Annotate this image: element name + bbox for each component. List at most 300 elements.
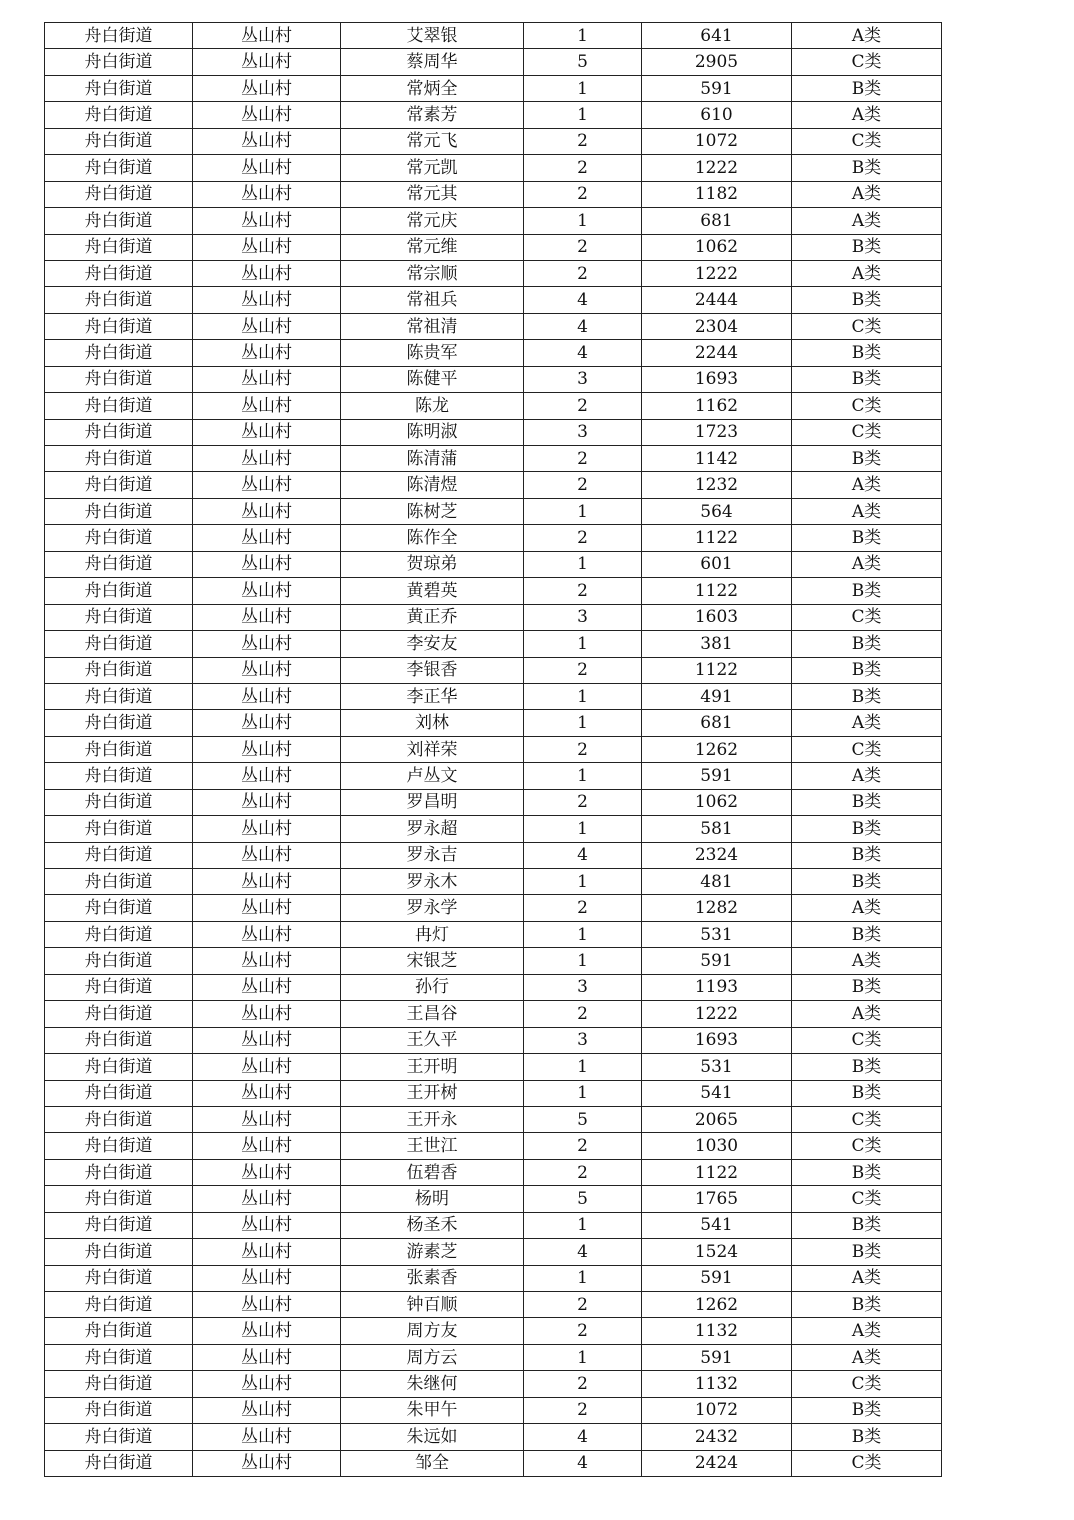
- cell-household-size: 2: [524, 446, 642, 472]
- cell-name: 冉灯: [341, 921, 524, 947]
- cell-household-size: 1: [524, 921, 642, 947]
- cell-household-size: 2: [524, 155, 642, 181]
- table-row: [45, 1106, 942, 1132]
- cell-name: 常元庆: [341, 208, 524, 234]
- cell-street: 舟白街道: [45, 974, 193, 1000]
- cell-category: A类: [792, 498, 942, 524]
- cell-name: 陈清煜: [341, 472, 524, 498]
- cell-amount: 1142: [642, 446, 792, 472]
- table-row: [45, 498, 942, 524]
- cell-village: 丛山村: [193, 23, 341, 49]
- cell-name: 陈清蒲: [341, 446, 524, 472]
- cell-street: 舟白街道: [45, 75, 193, 101]
- cell-village: 丛山村: [193, 155, 341, 181]
- table-row: [45, 657, 942, 683]
- cell-household-size: 2: [524, 128, 642, 154]
- cell-name: 朱甲午: [341, 1397, 524, 1423]
- cell-village: 丛山村: [193, 816, 341, 842]
- cell-amount: 1262: [642, 1292, 792, 1318]
- table-row: [45, 816, 942, 842]
- cell-household-size: 1: [524, 1054, 642, 1080]
- cell-street: 舟白街道: [45, 1054, 193, 1080]
- cell-category: C类: [792, 736, 942, 762]
- table-row: [45, 842, 942, 868]
- cell-street: 舟白街道: [45, 498, 193, 524]
- cell-household-size: 5: [524, 49, 642, 75]
- cell-amount: 1222: [642, 155, 792, 181]
- table-row: [45, 525, 942, 551]
- cell-category: A类: [792, 1318, 942, 1344]
- cell-street: 舟白街道: [45, 1080, 193, 1106]
- cell-village: 丛山村: [193, 49, 341, 75]
- table-row: [45, 128, 942, 154]
- cell-village: 丛山村: [193, 869, 341, 895]
- table-row: [45, 340, 942, 366]
- cell-household-size: 2: [524, 895, 642, 921]
- cell-household-size: 1: [524, 816, 642, 842]
- cell-street: 舟白街道: [45, 472, 193, 498]
- cell-village: 丛山村: [193, 1159, 341, 1185]
- cell-amount: 491: [642, 683, 792, 709]
- cell-street: 舟白街道: [45, 683, 193, 709]
- cell-village: 丛山村: [193, 763, 341, 789]
- cell-name: 常元其: [341, 181, 524, 207]
- table-row: [45, 446, 942, 472]
- cell-household-size: 1: [524, 869, 642, 895]
- table-row: [45, 49, 942, 75]
- cell-village: 丛山村: [193, 789, 341, 815]
- table-row: [45, 366, 942, 392]
- cell-household-size: 4: [524, 313, 642, 339]
- cell-name: 罗永学: [341, 895, 524, 921]
- cell-street: 舟白街道: [45, 1397, 193, 1423]
- cell-category: C类: [792, 604, 942, 630]
- cell-name: 陈健平: [341, 366, 524, 392]
- cell-category: C类: [792, 1186, 942, 1212]
- cell-amount: 1603: [642, 604, 792, 630]
- cell-village: 丛山村: [193, 128, 341, 154]
- cell-category: B类: [792, 974, 942, 1000]
- cell-household-size: 4: [524, 340, 642, 366]
- table-row: [45, 1450, 942, 1476]
- cell-household-size: 2: [524, 578, 642, 604]
- cell-category: A类: [792, 260, 942, 286]
- cell-category: A类: [792, 472, 942, 498]
- cell-amount: 2065: [642, 1106, 792, 1132]
- cell-household-size: 2: [524, 1159, 642, 1185]
- cell-name: 李安友: [341, 631, 524, 657]
- cell-amount: 1062: [642, 789, 792, 815]
- cell-village: 丛山村: [193, 1212, 341, 1238]
- cell-amount: 541: [642, 1080, 792, 1106]
- cell-street: 舟白街道: [45, 1106, 193, 1132]
- cell-village: 丛山村: [193, 208, 341, 234]
- table-row: [45, 181, 942, 207]
- table-row: [45, 419, 942, 445]
- cell-village: 丛山村: [193, 1371, 341, 1397]
- cell-village: 丛山村: [193, 1450, 341, 1476]
- cell-category: A类: [792, 1265, 942, 1291]
- cell-name: 朱继何: [341, 1371, 524, 1397]
- table-row: [45, 472, 942, 498]
- table-row: [45, 155, 942, 181]
- cell-village: 丛山村: [193, 736, 341, 762]
- cell-street: 舟白街道: [45, 1318, 193, 1344]
- cell-village: 丛山村: [193, 578, 341, 604]
- cell-household-size: 2: [524, 260, 642, 286]
- table-row: [45, 1239, 942, 1265]
- cell-name: 常宗顺: [341, 260, 524, 286]
- cell-amount: 1030: [642, 1133, 792, 1159]
- cell-village: 丛山村: [193, 1080, 341, 1106]
- cell-category: C类: [792, 1450, 942, 1476]
- cell-name: 贺琼弟: [341, 551, 524, 577]
- cell-category: B类: [792, 155, 942, 181]
- cell-household-size: 2: [524, 1371, 642, 1397]
- cell-street: 舟白街道: [45, 419, 193, 445]
- cell-village: 丛山村: [193, 498, 341, 524]
- cell-village: 丛山村: [193, 472, 341, 498]
- data-table: [44, 22, 942, 1477]
- cell-amount: 591: [642, 75, 792, 101]
- table-body: [45, 23, 942, 1477]
- table-row: [45, 102, 942, 128]
- cell-category: A类: [792, 181, 942, 207]
- table-row: [45, 789, 942, 815]
- cell-street: 舟白街道: [45, 1133, 193, 1159]
- cell-street: 舟白街道: [45, 1265, 193, 1291]
- cell-village: 丛山村: [193, 948, 341, 974]
- cell-amount: 591: [642, 1265, 792, 1291]
- cell-street: 舟白街道: [45, 49, 193, 75]
- cell-amount: 681: [642, 208, 792, 234]
- cell-household-size: 2: [524, 525, 642, 551]
- cell-category: B类: [792, 75, 942, 101]
- cell-street: 舟白街道: [45, 631, 193, 657]
- table-row: [45, 895, 942, 921]
- cell-name: 李银香: [341, 657, 524, 683]
- cell-village: 丛山村: [193, 974, 341, 1000]
- cell-household-size: 1: [524, 683, 642, 709]
- cell-household-size: 5: [524, 1106, 642, 1132]
- cell-household-size: 2: [524, 181, 642, 207]
- cell-category: A类: [792, 23, 942, 49]
- cell-category: B类: [792, 842, 942, 868]
- cell-amount: 1282: [642, 895, 792, 921]
- cell-household-size: 1: [524, 102, 642, 128]
- table-row: [45, 1159, 942, 1185]
- cell-village: 丛山村: [193, 895, 341, 921]
- cell-amount: 2432: [642, 1424, 792, 1450]
- table-row: [45, 1133, 942, 1159]
- cell-category: B类: [792, 366, 942, 392]
- cell-street: 舟白街道: [45, 340, 193, 366]
- cell-amount: 1072: [642, 128, 792, 154]
- cell-household-size: 3: [524, 1027, 642, 1053]
- cell-amount: 2424: [642, 1450, 792, 1476]
- cell-village: 丛山村: [193, 551, 341, 577]
- cell-street: 舟白街道: [45, 181, 193, 207]
- cell-village: 丛山村: [193, 604, 341, 630]
- cell-street: 舟白街道: [45, 869, 193, 895]
- table-row: [45, 1397, 942, 1423]
- table-row: [45, 1054, 942, 1080]
- table-row: [45, 948, 942, 974]
- cell-category: B类: [792, 1080, 942, 1106]
- cell-village: 丛山村: [193, 1054, 341, 1080]
- cell-name: 常素芳: [341, 102, 524, 128]
- cell-name: 王开永: [341, 1106, 524, 1132]
- cell-amount: 481: [642, 869, 792, 895]
- cell-village: 丛山村: [193, 340, 341, 366]
- cell-amount: 681: [642, 710, 792, 736]
- cell-village: 丛山村: [193, 657, 341, 683]
- cell-name: 艾翠银: [341, 23, 524, 49]
- cell-street: 舟白街道: [45, 155, 193, 181]
- cell-street: 舟白街道: [45, 208, 193, 234]
- cell-household-size: 2: [524, 1397, 642, 1423]
- cell-village: 丛山村: [193, 419, 341, 445]
- cell-name: 刘林: [341, 710, 524, 736]
- cell-household-size: 4: [524, 1424, 642, 1450]
- cell-amount: 610: [642, 102, 792, 128]
- cell-name: 伍碧香: [341, 1159, 524, 1185]
- cell-amount: 1262: [642, 736, 792, 762]
- cell-amount: 1524: [642, 1239, 792, 1265]
- table-row: [45, 710, 942, 736]
- table-row: [45, 763, 942, 789]
- cell-household-size: 1: [524, 948, 642, 974]
- cell-street: 舟白街道: [45, 1212, 193, 1238]
- cell-street: 舟白街道: [45, 604, 193, 630]
- cell-amount: 1693: [642, 1027, 792, 1053]
- cell-name: 王开明: [341, 1054, 524, 1080]
- cell-household-size: 2: [524, 736, 642, 762]
- table-row: [45, 1371, 942, 1397]
- table-row: [45, 1318, 942, 1344]
- cell-household-size: 3: [524, 419, 642, 445]
- cell-amount: 531: [642, 921, 792, 947]
- cell-amount: 531: [642, 1054, 792, 1080]
- table-row: [45, 1344, 942, 1370]
- cell-category: A类: [792, 948, 942, 974]
- cell-category: B类: [792, 816, 942, 842]
- cell-amount: 641: [642, 23, 792, 49]
- cell-category: C类: [792, 419, 942, 445]
- cell-household-size: 4: [524, 1450, 642, 1476]
- cell-street: 舟白街道: [45, 763, 193, 789]
- cell-village: 丛山村: [193, 102, 341, 128]
- cell-name: 陈明淑: [341, 419, 524, 445]
- cell-household-size: 2: [524, 1318, 642, 1344]
- cell-household-size: 5: [524, 1186, 642, 1212]
- cell-name: 黄正乔: [341, 604, 524, 630]
- cell-name: 罗昌明: [341, 789, 524, 815]
- cell-amount: 1122: [642, 525, 792, 551]
- cell-street: 舟白街道: [45, 816, 193, 842]
- table-row: [45, 1080, 942, 1106]
- cell-category: B类: [792, 1424, 942, 1450]
- cell-village: 丛山村: [193, 1344, 341, 1370]
- cell-street: 舟白街道: [45, 366, 193, 392]
- cell-street: 舟白街道: [45, 736, 193, 762]
- cell-household-size: 1: [524, 1344, 642, 1370]
- cell-name: 杨明: [341, 1186, 524, 1212]
- cell-category: A类: [792, 551, 942, 577]
- cell-village: 丛山村: [193, 1265, 341, 1291]
- cell-household-size: 1: [524, 1080, 642, 1106]
- cell-name: 黄碧英: [341, 578, 524, 604]
- table-row: [45, 260, 942, 286]
- cell-village: 丛山村: [193, 1239, 341, 1265]
- table-row: [45, 921, 942, 947]
- cell-street: 舟白街道: [45, 1159, 193, 1185]
- cell-village: 丛山村: [193, 313, 341, 339]
- cell-name: 常元维: [341, 234, 524, 260]
- table-row: [45, 736, 942, 762]
- cell-amount: 2324: [642, 842, 792, 868]
- cell-category: B类: [792, 1054, 942, 1080]
- table-row: [45, 604, 942, 630]
- cell-category: C类: [792, 1371, 942, 1397]
- cell-amount: 381: [642, 631, 792, 657]
- cell-category: B类: [792, 446, 942, 472]
- cell-street: 舟白街道: [45, 23, 193, 49]
- cell-household-size: 1: [524, 631, 642, 657]
- cell-name: 常元凯: [341, 155, 524, 181]
- cell-amount: 601: [642, 551, 792, 577]
- table-row: [45, 578, 942, 604]
- cell-household-size: 2: [524, 789, 642, 815]
- cell-amount: 1222: [642, 260, 792, 286]
- cell-name: 常祖兵: [341, 287, 524, 313]
- cell-amount: 1723: [642, 419, 792, 445]
- cell-village: 丛山村: [193, 525, 341, 551]
- cell-name: 周方云: [341, 1344, 524, 1370]
- cell-category: B类: [792, 578, 942, 604]
- cell-village: 丛山村: [193, 1027, 341, 1053]
- cell-name: 陈贵军: [341, 340, 524, 366]
- cell-street: 舟白街道: [45, 234, 193, 260]
- cell-household-size: 1: [524, 498, 642, 524]
- cell-household-size: 4: [524, 842, 642, 868]
- cell-street: 舟白街道: [45, 260, 193, 286]
- cell-village: 丛山村: [193, 1106, 341, 1132]
- cell-amount: 1122: [642, 657, 792, 683]
- cell-amount: 1182: [642, 181, 792, 207]
- cell-amount: 1122: [642, 578, 792, 604]
- cell-village: 丛山村: [193, 234, 341, 260]
- cell-street: 舟白街道: [45, 842, 193, 868]
- cell-name: 游素芝: [341, 1239, 524, 1265]
- cell-household-size: 1: [524, 710, 642, 736]
- cell-village: 丛山村: [193, 710, 341, 736]
- cell-category: A类: [792, 763, 942, 789]
- cell-street: 舟白街道: [45, 1001, 193, 1027]
- cell-amount: 2304: [642, 313, 792, 339]
- cell-category: A类: [792, 710, 942, 736]
- cell-street: 舟白街道: [45, 313, 193, 339]
- cell-category: A类: [792, 1001, 942, 1027]
- cell-amount: 1193: [642, 974, 792, 1000]
- cell-name: 朱远如: [341, 1424, 524, 1450]
- cell-household-size: 2: [524, 657, 642, 683]
- cell-category: B类: [792, 631, 942, 657]
- cell-name: 陈龙: [341, 393, 524, 419]
- cell-amount: 541: [642, 1212, 792, 1238]
- cell-category: A类: [792, 102, 942, 128]
- cell-street: 舟白街道: [45, 446, 193, 472]
- cell-name: 陈树芝: [341, 498, 524, 524]
- cell-village: 丛山村: [193, 1292, 341, 1318]
- cell-street: 舟白街道: [45, 287, 193, 313]
- cell-name: 孙行: [341, 974, 524, 1000]
- table-row: [45, 23, 942, 49]
- cell-street: 舟白街道: [45, 921, 193, 947]
- cell-category: B类: [792, 657, 942, 683]
- table-row: [45, 631, 942, 657]
- cell-name: 周方友: [341, 1318, 524, 1344]
- cell-category: C类: [792, 1133, 942, 1159]
- cell-category: A类: [792, 1344, 942, 1370]
- table-row: [45, 974, 942, 1000]
- table-row: [45, 1001, 942, 1027]
- cell-household-size: 1: [524, 551, 642, 577]
- cell-village: 丛山村: [193, 1133, 341, 1159]
- cell-category: C类: [792, 49, 942, 75]
- cell-category: C类: [792, 313, 942, 339]
- table-row: [45, 75, 942, 101]
- cell-category: C类: [792, 128, 942, 154]
- cell-amount: 1062: [642, 234, 792, 260]
- cell-name: 常元飞: [341, 128, 524, 154]
- cell-household-size: 1: [524, 75, 642, 101]
- cell-household-size: 2: [524, 1133, 642, 1159]
- cell-category: B类: [792, 683, 942, 709]
- cell-amount: 591: [642, 763, 792, 789]
- table-row: [45, 1424, 942, 1450]
- cell-category: B类: [792, 340, 942, 366]
- cell-category: B类: [792, 1159, 942, 1185]
- cell-street: 舟白街道: [45, 895, 193, 921]
- cell-category: B类: [792, 1239, 942, 1265]
- table-row: [45, 313, 942, 339]
- cell-household-size: 4: [524, 287, 642, 313]
- cell-name: 罗永吉: [341, 842, 524, 868]
- cell-category: C类: [792, 393, 942, 419]
- cell-name: 钟百顺: [341, 1292, 524, 1318]
- cell-name: 常祖清: [341, 313, 524, 339]
- cell-category: B类: [792, 1397, 942, 1423]
- cell-category: B类: [792, 869, 942, 895]
- cell-village: 丛山村: [193, 393, 341, 419]
- cell-category: C类: [792, 1027, 942, 1053]
- cell-household-size: 1: [524, 763, 642, 789]
- cell-name: 卢丛文: [341, 763, 524, 789]
- cell-name: 王久平: [341, 1027, 524, 1053]
- table-row: [45, 287, 942, 313]
- table-row: [45, 869, 942, 895]
- cell-amount: 564: [642, 498, 792, 524]
- cell-amount: 1693: [642, 366, 792, 392]
- table-row: [45, 1292, 942, 1318]
- table-row: [45, 683, 942, 709]
- cell-village: 丛山村: [193, 181, 341, 207]
- cell-household-size: 3: [524, 974, 642, 1000]
- cell-amount: 1765: [642, 1186, 792, 1212]
- cell-household-size: 2: [524, 234, 642, 260]
- cell-category: B类: [792, 525, 942, 551]
